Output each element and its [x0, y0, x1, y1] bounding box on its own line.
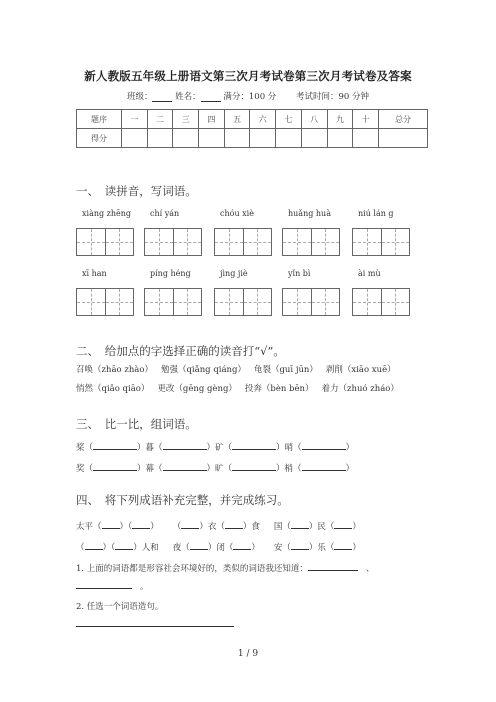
- pinyin-label: chí yán: [150, 209, 180, 218]
- score-cell[interactable]: [122, 129, 148, 148]
- question-2: 2. 任选一个词语造句。: [76, 602, 164, 612]
- sentence-answer-line[interactable]: [76, 626, 234, 627]
- reading-choice[interactable]: 召唤（zhāo zhào）: [76, 365, 153, 375]
- score-header-cell: 十: [353, 110, 379, 129]
- text-fragment: ）民（: [308, 522, 335, 532]
- answer-blank[interactable]: [302, 462, 346, 471]
- question-1: [76, 562, 382, 574]
- text-fragment: 太平（: [76, 522, 102, 532]
- answer-blank[interactable]: [232, 462, 276, 471]
- text-fragment: ）哨（: [276, 443, 302, 453]
- grid-cell[interactable]: [312, 289, 340, 315]
- score-cell[interactable]: [379, 129, 428, 148]
- writing-grid[interactable]: [214, 288, 272, 316]
- grid-cell[interactable]: [244, 289, 272, 315]
- grid-cell[interactable]: [283, 289, 312, 315]
- score-header-cell: 七: [276, 110, 302, 129]
- grid-cell[interactable]: [353, 289, 382, 315]
- answer-blank[interactable]: [291, 541, 309, 550]
- reading-choice[interactable]: 更改（gēng gèng）: [157, 384, 237, 394]
- answer-blank[interactable]: [334, 520, 352, 529]
- section-4-title: 四、 将下列成语补充完整，并完成练习。: [76, 493, 289, 507]
- compare-line-1: [76, 441, 354, 453]
- pinyin-label: ài mù: [358, 269, 381, 278]
- grid-cell[interactable]: [174, 289, 202, 315]
- grid-cell[interactable]: [106, 229, 134, 255]
- idiom-line-2: [76, 541, 361, 553]
- score-cell[interactable]: [173, 129, 199, 148]
- grid-cell[interactable]: [215, 289, 244, 315]
- text-fragment: ）（: [102, 543, 116, 553]
- section-3-title: 三、 比一比，组词语。: [76, 417, 197, 431]
- writing-grid[interactable]: [214, 228, 272, 256]
- separator: 、: [365, 564, 375, 574]
- answer-blank[interactable]: [233, 541, 251, 550]
- score-table: [76, 109, 428, 148]
- text-fragment: ）: [251, 543, 260, 553]
- text-fragment: ）食: [242, 522, 260, 532]
- answer-blank[interactable]: [232, 441, 276, 450]
- writing-grid[interactable]: [144, 228, 202, 256]
- question-1-cont: [76, 580, 157, 592]
- grid-cell[interactable]: [353, 229, 382, 255]
- grid-cell[interactable]: [106, 289, 134, 315]
- name-blank[interactable]: [201, 92, 221, 102]
- answer-blank[interactable]: [190, 541, 208, 550]
- pinyin-label: niú lán g: [358, 209, 394, 218]
- section-2-title: 二、 给加点的字选择正确的读音打“√”。: [76, 344, 285, 358]
- question-1-text: 1. 上面的词语都是形容社会环境好的，类似的词语我还知道：: [76, 564, 308, 574]
- text-fragment: 桨（: [76, 443, 94, 453]
- score-header-cell: 八: [301, 110, 327, 129]
- text-fragment: 夜（: [172, 543, 190, 553]
- answer-blank[interactable]: [85, 541, 103, 550]
- text-fragment: ）（: [119, 522, 133, 532]
- reading-choice[interactable]: 悄然（qiǎo qiāo）: [76, 384, 150, 394]
- reading-choice[interactable]: 投奔（bèn bēn）: [244, 384, 314, 394]
- grid-cell[interactable]: [77, 289, 106, 315]
- reading-choice[interactable]: 龟裂（guī jūn）: [253, 365, 318, 375]
- score-cell[interactable]: [224, 129, 250, 148]
- page-number: 1 / 9: [237, 649, 259, 659]
- name-label: 姓名：: [175, 92, 201, 102]
- answer-blank[interactable]: [102, 520, 120, 529]
- section-1-title: 一、 读拼音，写词语。: [76, 184, 197, 198]
- score-cell[interactable]: [250, 129, 276, 148]
- score-header-cell: 题序: [77, 110, 122, 129]
- text-fragment: （: [172, 522, 182, 532]
- grid-cell[interactable]: [382, 289, 410, 315]
- answer-blank[interactable]: [115, 541, 133, 550]
- reading-choice[interactable]: 勉强（qiǎng qiáng）: [160, 365, 246, 375]
- score-cell[interactable]: [199, 129, 225, 148]
- writing-grid[interactable]: [282, 228, 340, 256]
- text-fragment: ）幕（: [137, 464, 163, 474]
- score-cell[interactable]: [353, 129, 379, 148]
- class-blank[interactable]: [152, 92, 172, 102]
- text-fragment: ）: [345, 464, 355, 474]
- compare-line-2: [76, 462, 354, 474]
- answer-blank[interactable]: [163, 441, 207, 450]
- answer-blank[interactable]: [163, 462, 207, 471]
- class-label: 班级：: [126, 92, 153, 102]
- writing-grid[interactable]: [352, 288, 410, 316]
- score-row: [77, 129, 428, 148]
- pinyin-label: xiàng zhēng: [82, 209, 132, 218]
- full-score: 满分：100 分: [223, 92, 277, 102]
- answer-blank[interactable]: [291, 520, 309, 529]
- writing-grid[interactable]: [282, 288, 340, 316]
- text-fragment: ）暮（: [137, 443, 163, 453]
- text-fragment: 奖（: [76, 464, 94, 474]
- score-header-cell: 四: [199, 110, 225, 129]
- pinyin-label: huǎng huà: [288, 209, 331, 218]
- score-label: 得分: [77, 129, 122, 148]
- answer-blank[interactable]: [334, 541, 352, 550]
- text-fragment: ）: [352, 522, 361, 532]
- grid-cell[interactable]: [382, 229, 410, 255]
- text-fragment: （: [76, 543, 85, 553]
- score-cell[interactable]: [327, 129, 353, 148]
- pinyin-label: chóu xiè: [220, 209, 254, 218]
- page-title: 新人教版五年级上册语文第三次月考试卷第三次月考试卷及答案: [84, 69, 412, 83]
- grid-cell[interactable]: [145, 229, 174, 255]
- answer-blank[interactable]: [225, 520, 243, 529]
- text-fragment: ）闭（: [207, 543, 234, 553]
- score-header-row: [77, 110, 428, 129]
- answer-blank[interactable]: [132, 520, 150, 529]
- period: 。: [140, 582, 149, 592]
- pinyin-label: jìng jiè: [220, 269, 248, 278]
- grid-cell[interactable]: [145, 289, 174, 315]
- pinyin-label: píng héng: [150, 269, 191, 278]
- writing-grid[interactable]: [76, 288, 134, 316]
- score-header-cell: 九: [327, 110, 353, 129]
- text-fragment: ）: [352, 543, 361, 553]
- score-header-cell: 一: [122, 110, 148, 129]
- score-header-cell: 六: [250, 110, 276, 129]
- pinyin-label: xī han: [82, 269, 107, 278]
- text-fragment: ）人和: [133, 543, 159, 553]
- writing-grid[interactable]: [352, 228, 410, 256]
- text-fragment: 国（: [273, 522, 291, 532]
- writing-grid[interactable]: [144, 288, 202, 316]
- answer-blank[interactable]: [181, 520, 199, 529]
- grid-cell[interactable]: [283, 229, 312, 255]
- grid-cell[interactable]: [77, 229, 106, 255]
- score-header-cell: 三: [173, 110, 199, 129]
- text-fragment: ）衣（: [199, 522, 225, 532]
- text-fragment: ）旷（: [206, 464, 233, 474]
- grid-cell[interactable]: [312, 229, 340, 255]
- text-fragment: ）梢（: [276, 464, 302, 474]
- text-fragment: ）乐（: [308, 543, 335, 553]
- score-header-cell: 总分: [379, 110, 428, 129]
- answer-blank[interactable]: [93, 462, 137, 471]
- text-fragment: 安（: [273, 543, 291, 553]
- grid-cell[interactable]: [174, 229, 202, 255]
- reading-choice[interactable]: 着力（zhuó zháo）: [321, 384, 399, 394]
- text-fragment: ）矿（: [206, 443, 233, 453]
- idiom-line-1: [76, 520, 361, 532]
- reading-line-1: [76, 363, 404, 375]
- grid-cell[interactable]: [215, 229, 244, 255]
- score-cell[interactable]: [276, 129, 302, 148]
- grid-cell[interactable]: [244, 229, 272, 255]
- score-header-cell: 五: [224, 110, 250, 129]
- text-fragment: ）: [150, 522, 159, 532]
- exam-info: [0, 90, 496, 102]
- score-cell[interactable]: [301, 129, 327, 148]
- answer-blank[interactable]: [308, 562, 358, 571]
- exam-time: 考试时间：90 分钟: [296, 92, 370, 102]
- answer-blank[interactable]: [302, 441, 346, 450]
- answer-blank[interactable]: [93, 441, 137, 450]
- pinyin-label: yǐn bì: [288, 269, 311, 278]
- text-fragment: ）: [345, 443, 355, 453]
- score-cell[interactable]: [147, 129, 173, 148]
- reading-choice[interactable]: 剥削（xiāo xuē）: [325, 365, 396, 375]
- score-header-cell: 二: [147, 110, 173, 129]
- answer-blank[interactable]: [76, 580, 132, 589]
- writing-grid[interactable]: [76, 228, 134, 256]
- reading-line-2: [76, 382, 407, 394]
